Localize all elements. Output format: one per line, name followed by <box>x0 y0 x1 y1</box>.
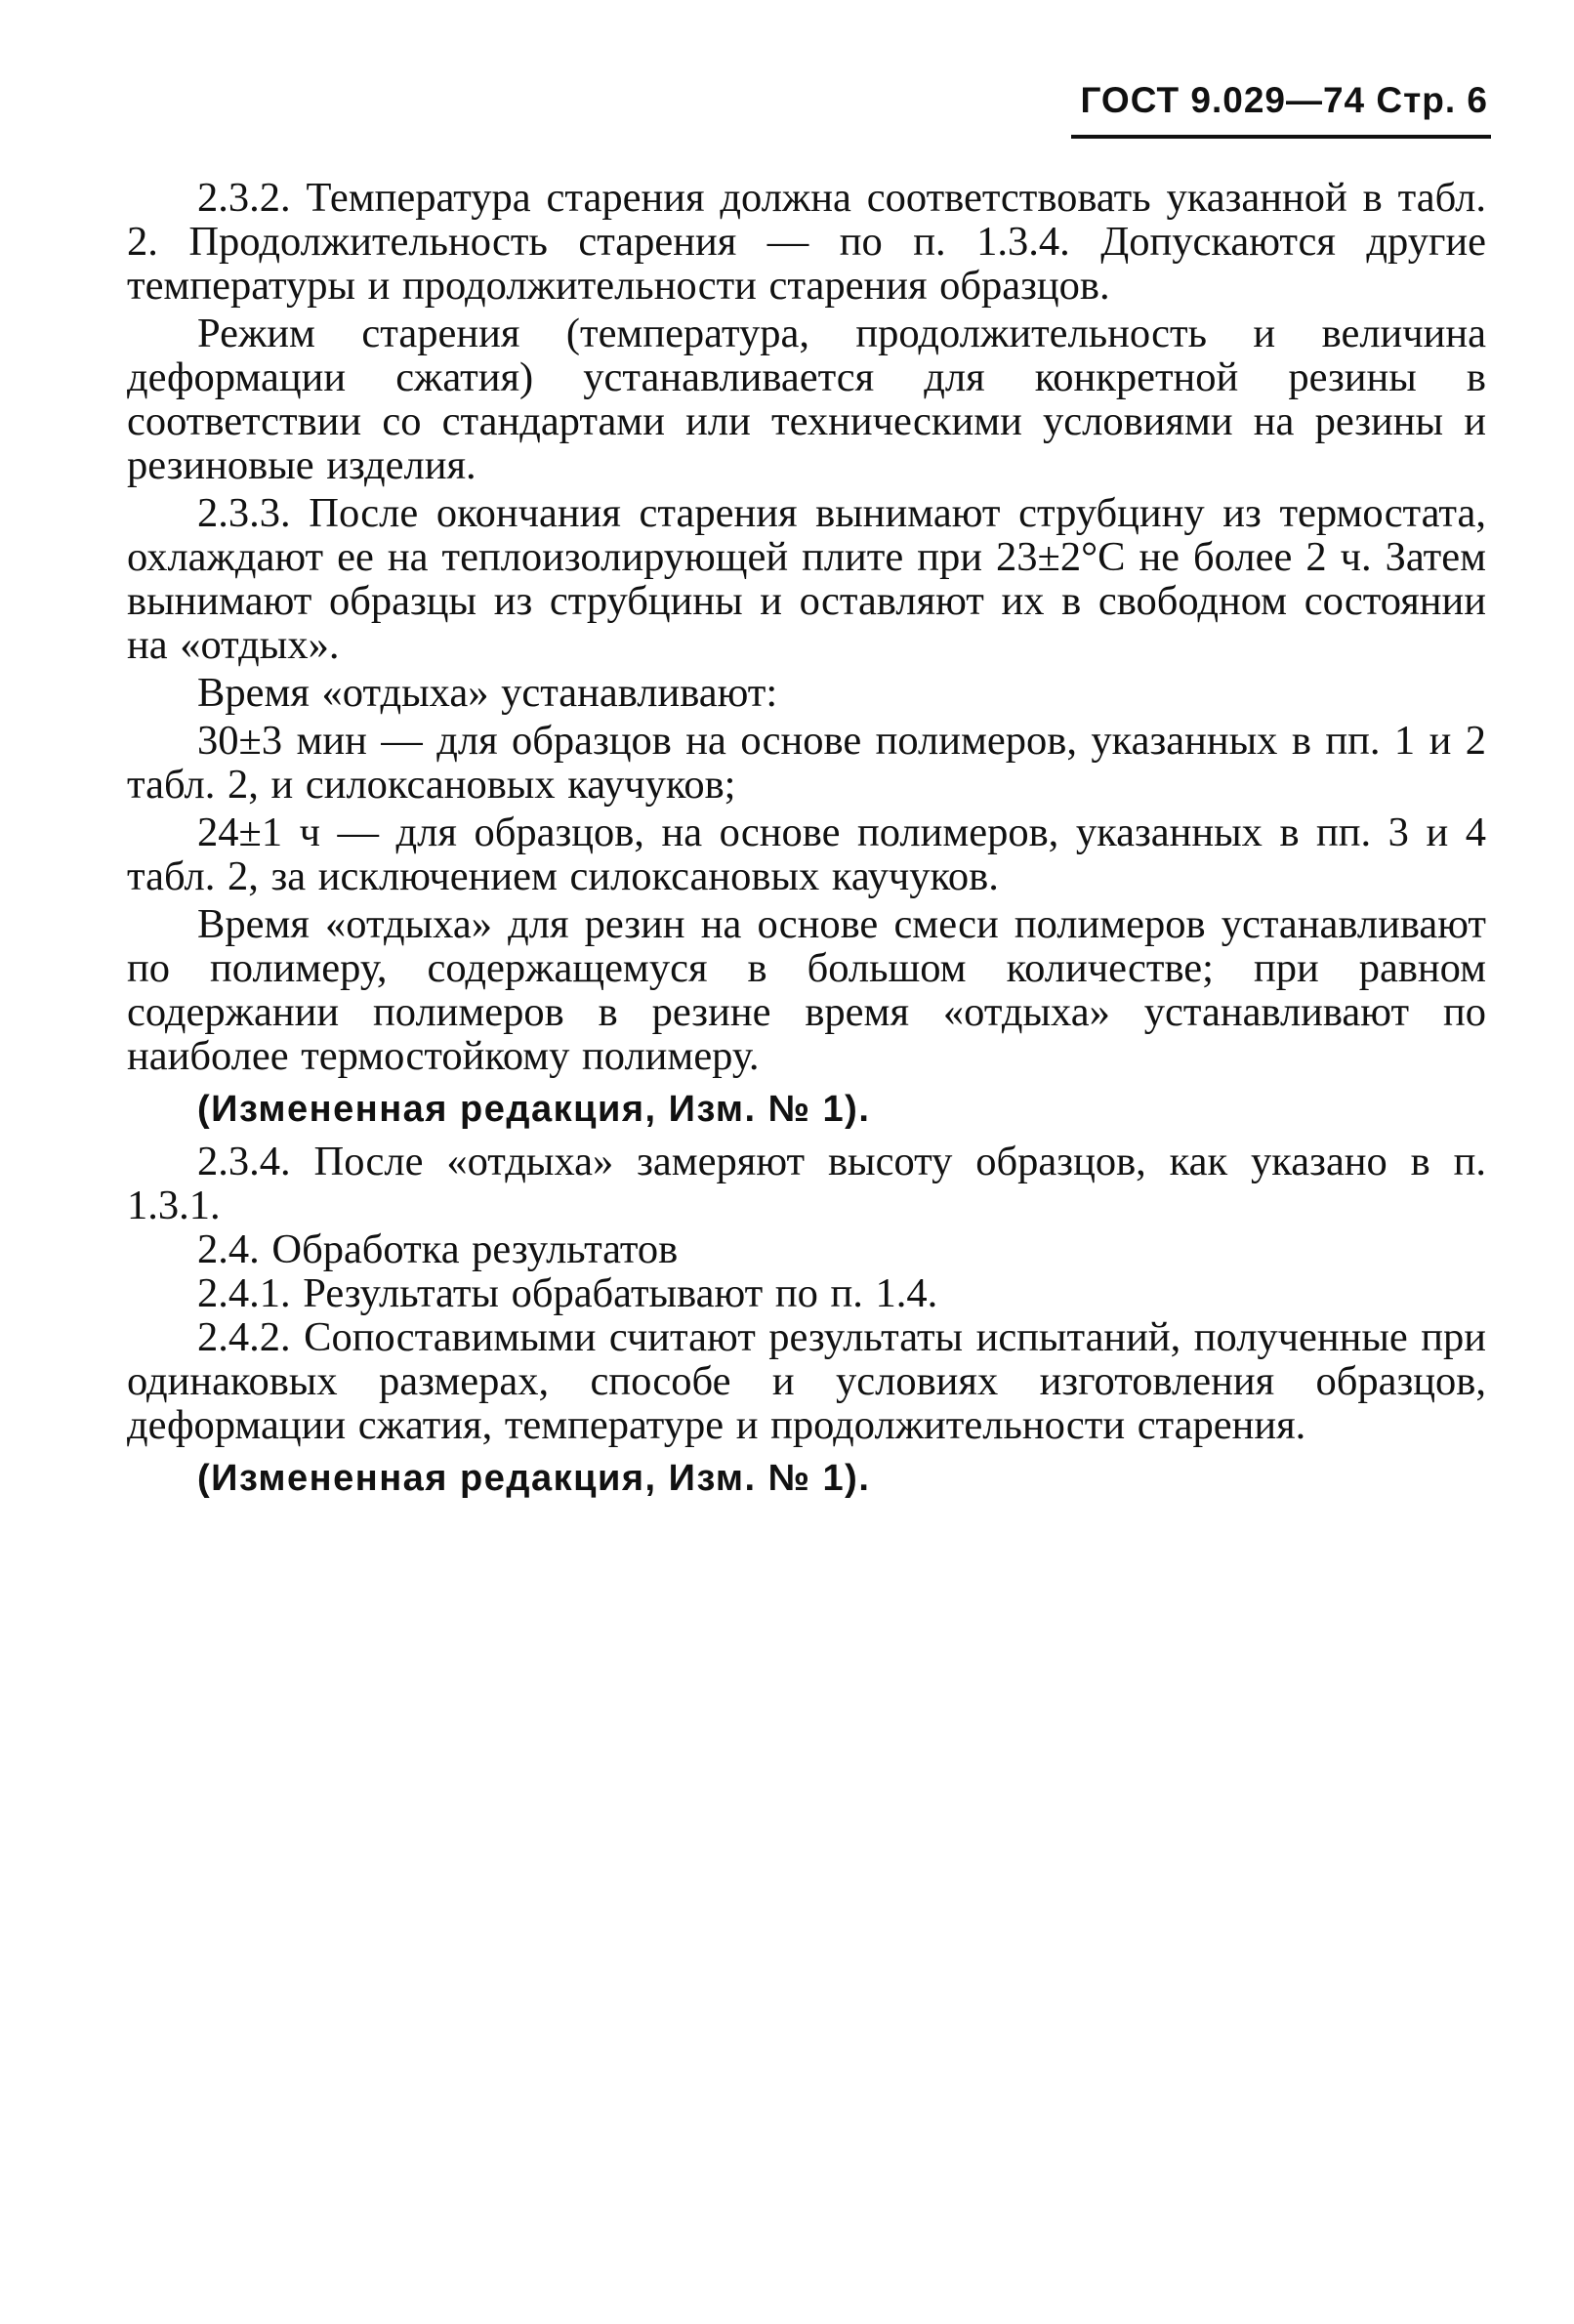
paragraph-rest-time-intro: Время «отдыха» устанавливают: <box>197 670 778 716</box>
amendment-note: (Измененная редакция, Изм. № 1). <box>197 1089 871 1130</box>
page-header: ГОСТ 9.029—74 Стр. 6 <box>1080 80 1488 120</box>
paragraph-2-3-2: 2.3.2. Температура старения должна соответствовать указанной в табл. 2. Продолжительность старения — по п. 1.3.4. Допускаются другие температуры и продолжительности старения образцов. <box>127 175 1486 309</box>
paragraph-rest-time-30min: 30±3 мин — для образцов на основе полимеров, указанных в пп. 1 и 2 табл. 2, и силоксановых каучуков; <box>127 718 1486 808</box>
paragraph-2-3-4: 2.3.4. После «отдыха» замеряют высоту образцов, как указано в п. 1.3.1. <box>127 1139 1486 1228</box>
paragraph-2-4-1: 2.4.1. Результаты обрабатывают по п. 1.4. <box>197 1270 938 1316</box>
paragraph-2-4: 2.4. Обработка результатов <box>197 1226 679 1272</box>
header-rule <box>1071 135 1491 139</box>
paragraph-2-4-2: 2.4.2. Сопоставимыми считают результаты испытаний, полученные при одинаковых размерах, способе и условиях изготовления образцов, деформации сжатия, температуре и продолжительности старения. <box>127 1314 1486 1448</box>
paragraph-rest-time-mixture: Время «отдыха» для резин на основе смеси полимеров устанавливают по полимеру, содержащемуся в большом количестве; при равном содержании полимеров в резине время «отдыха» устанавливают по наиболее термостойкому полимеру. <box>127 901 1486 1079</box>
amendment-note-2: (Измененная редакция, Изм. № 1). <box>197 1458 871 1499</box>
paragraph-aging-mode: Режим старения (температура, продолжительность и величина деформации сжатия) устанавливается для конкретной резины в соответствии со стандартами или техническими условиями на резины и резиновые изделия. <box>127 311 1486 488</box>
paragraph-2-3-3: 2.3.3. После окончания старения вынимают струбцину из термостата, охлаждают ее на теплоизолирующей плите при 23±2°С не более 2 ч. Затем вынимают образцы из струбцины и оставляют их в свободном состоянии на «отдых». <box>127 490 1486 668</box>
document-body <box>127 176 1486 1509</box>
paragraph-rest-time-24h: 24±1 ч — для образцов, на основе полимеров, указанных в пп. 3 и 4 табл. 2, за исключением силоксановых каучуков. <box>127 809 1486 899</box>
